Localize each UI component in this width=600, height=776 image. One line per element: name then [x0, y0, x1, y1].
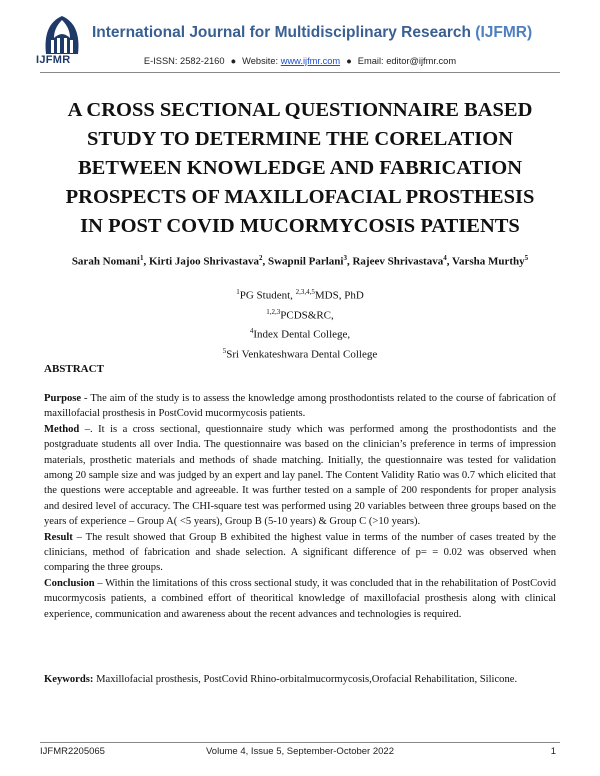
abstract-body: [44, 391, 556, 622]
page-number: 1: [550, 746, 556, 757]
bullet-icon: ●: [346, 56, 352, 66]
website-label: Website:: [242, 56, 279, 66]
title-line: STUDY TO DETERMINE THE CORELATION: [86, 128, 514, 150]
affiliation-text: PG Student,: [239, 289, 296, 302]
affiliation-sup: 2,3,4,5: [295, 288, 315, 296]
affiliation-line: [0, 304, 600, 324]
affiliation-sup: 1: [236, 288, 240, 296]
author-name: Kirti Jajoo Shrivastava: [148, 255, 259, 268]
footer-divider: [40, 742, 560, 743]
keywords-label: Keywords:: [44, 674, 94, 685]
affiliation-sup: 5: [222, 346, 227, 355]
footer-paper-id: IJFMR2205065: [40, 746, 105, 757]
author-sup: 1: [139, 254, 144, 262]
author-sup: 4: [443, 254, 447, 262]
author-name: Swapnil Parlani: [267, 255, 344, 268]
bullet-icon: ●: [230, 56, 237, 66]
affiliation-text: MDS, PhD: [314, 289, 364, 302]
conclusion-text: – Within the limitations of this cross sectional study, it was concluded that in the rehabilitation of PostCovid mucormycosis patients, a combined effort of theoritical knowledge of maxillofacial prosthesis along with clinical experience, communication and awareness about the recent advances and technologies is required.: [44, 577, 556, 620]
title-line: A CROSS SECTIONAL QUESTIONNAIRE BASED: [67, 99, 533, 121]
affiliation-text: PCDS&RC,: [280, 309, 334, 322]
method-text: –. It is a cross sectional, questionnaire study which was performed among the prosthodontists and the postgraduate students all over India. The questionnaire was based on the clinician’s preference in terms of impression materials, prosthetic materials and methods of shade matching. Initially, the questionnaire was tested for validation among 20 sample size and was judged by an expert and lay panel. The Content Validity Ratio was 0.7 which elicited that the questions were acceptable and agreeable. It was further tested on a sample of 200 respondents for proper analysis and desired level of accuracy. The CHI-square test was performed using 20 variables between three groups based on the years of experience – Group A( <5 years), Group B (5-10 years) & Group C (>10 years).: [44, 423, 556, 528]
affiliation-text: Index Dental College,: [253, 328, 351, 341]
issn: E-ISSN: 2582-2160: [143, 56, 225, 66]
author-sup: 5: [524, 254, 529, 262]
header-divider: [40, 72, 560, 73]
author-list: Sarah Nomani$^1$, Kirti Jajoo Shrivastava$^2$, Swapnil Parlani$^3$, Rajeev Shrivastava$^4$, Varsha Murthy$^5$: [71, 254, 529, 268]
title-line: PROSPECTS OF MAXILLOFACIAL PROSTHESIS: [65, 186, 535, 208]
affiliation-line: [0, 284, 600, 304]
affiliations: [0, 284, 600, 363]
affiliation-sup: 1,2,3: [266, 307, 281, 316]
purpose-label: Purpose: [44, 393, 82, 404]
journal-title: [92, 24, 532, 42]
journal-abbr: (IJFMR): [475, 24, 533, 41]
author-name: Rajeev Shrivastava: [352, 255, 444, 268]
author-name: Sarah Nomani: [71, 255, 140, 268]
affiliation-line: [0, 323, 600, 343]
footer-volume: Volume 4, Issue 5, September-October 2022: [206, 746, 394, 757]
affiliation-sup: 4: [249, 327, 254, 336]
abstract-result: [44, 530, 556, 576]
affiliation-text: Sri Venkateshwara Dental College: [226, 348, 378, 361]
author-sup: 3: [343, 254, 347, 262]
title-line: BETWEEN KNOWLEDGE AND FABRICATION: [77, 157, 523, 179]
keywords-text: Maxillofacial prosthesis, PostCovid Rhino-orbitalmucormycosis,Orofacial Rehabilitation, Silicone.: [93, 674, 518, 685]
author-name: Varsha Murthy: [452, 255, 525, 268]
issn-line: [0, 56, 600, 66]
purpose-text: - The aim of the study is to assess the knowledge among prosthodontists related to the course of fabrication of maxillofacial prosthesis in PostCovid mucormycosis patients.: [44, 393, 556, 420]
method-label: Method: [44, 423, 80, 435]
abstract-heading: ABSTRACT: [44, 363, 104, 375]
result-text: – The result showed that Group B exhibited the highest value in terms of the number of cases treated by the clinicians, method of fabrication and shade selection. A significant difference of p= = 0.02 was observed when comparing the three groups.: [44, 531, 556, 574]
website-link[interactable]: www.ijfmr.com: [280, 56, 341, 66]
email-address: editor@ijfmr.com: [386, 56, 457, 66]
email-label: Email:: [357, 56, 384, 66]
logo-text: IJFMR: [36, 54, 71, 66]
paper-title: [40, 96, 560, 241]
abstract-method: [44, 422, 556, 530]
abstract-purpose: [44, 391, 556, 422]
keywords: [44, 671, 556, 688]
affiliation-line: [0, 343, 600, 363]
conclusion-label: Conclusion: [44, 577, 95, 589]
author-sup: 2: [258, 254, 263, 262]
title-line: IN POST COVID MUCORMYCOSIS PATIENTS: [80, 215, 520, 237]
abstract-conclusion: [44, 576, 556, 622]
journal-name: International Journal for Multidisciplinary Research: [92, 24, 471, 41]
result-label: Result: [44, 531, 73, 543]
